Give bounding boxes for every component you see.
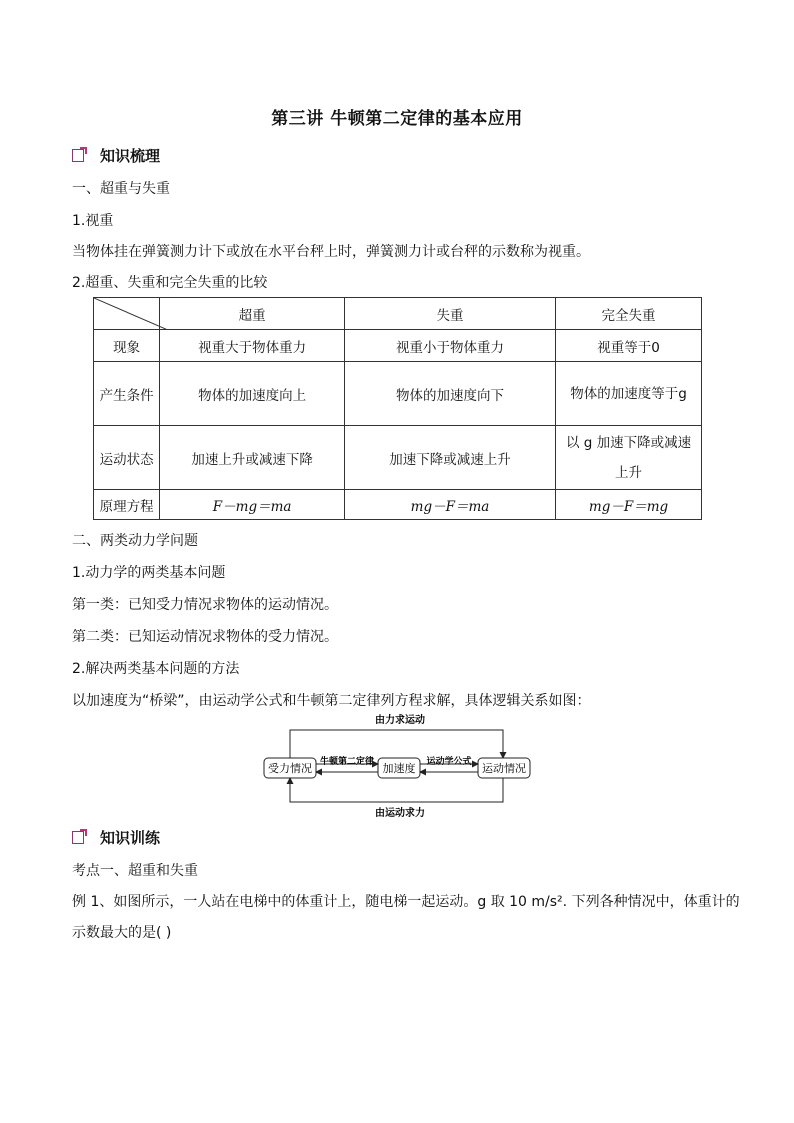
example-1-line-2: 示数最大的是( ) [72,925,172,941]
subheading-comparison: 2.超重、失重和完全失重的比较 [72,275,268,291]
table-row [94,490,702,520]
top-loop-arrow [290,730,503,758]
table-row [94,426,702,490]
bottom-loop-label: 由运动求力 [375,808,425,819]
table-cell: 加速下降或减速上升 [344,426,555,490]
kinematics-label: 运动学公式 [426,757,472,767]
table-header-cell: 超重 [160,298,345,330]
bookmark-icon [72,831,84,844]
table-corner-cell [94,298,160,330]
top-loop-label: 由力求运动 [375,715,425,726]
bottom-loop-arrow [290,778,503,802]
paragraph-second-type: 第二类：已知运动情况求物体的受力情况。 [72,629,338,645]
table-cell-equation: F－mg＝ma [160,490,345,520]
bookmark-icon [72,149,84,162]
example-1-line-1: 例 1、如图所示，一人站在电梯中的体重计上，随电梯一起运动。g 取 10 m/s². 下列各种情况中，体重计的 [72,894,740,910]
table-cell: 物体的加速度向下 [344,362,555,426]
paragraph-apparent-weight: 当物体挂在弹簧测力计下或放在水平台秤上时，弹簧测力计或台秤的示数称为视重。 [72,244,590,260]
paragraph-method: 以加速度为“桥梁”，由运动学公式和牛顿第二定律列方程求解，具体逻辑关系如图： [72,693,591,709]
table-row-label: 运动状态 [94,426,160,490]
table-cell-equation: mg－F＝ma [344,490,555,520]
diagonal-line [94,298,168,330]
heading-overweight: 一、超重与失重 [72,181,170,197]
table-cell: 以 g 加速下降或减速上升 [556,426,702,490]
page-title: 第三讲 牛顿第二定律的基本应用 [271,109,523,129]
paragraph-first-type: 第一类：已知受力情况求物体的运动情况。 [72,597,338,613]
table-header-cell: 失重 [344,298,555,330]
comparison-table [93,297,702,520]
table-row [94,330,702,362]
newton-law-label: 牛顿第二定律 [319,757,375,767]
section-heading-training [72,827,160,848]
subheading-apparent-weight: 1.视重 [72,213,114,229]
box-acceleration-label: 加速度 [382,762,416,775]
subheading-method: 2.解决两类基本问题的方法 [72,661,240,677]
table-row-label: 原理方程 [94,490,160,520]
table-cell: 物体的加速度等于g [556,362,702,426]
table-cell: 视重大于物体重力 [160,330,345,362]
table-header-row [94,298,702,330]
table-cell: 物体的加速度向上 [160,362,345,426]
table-row [94,362,702,426]
table-cell: 视重小于物体重力 [344,330,555,362]
subheading-two-problems: 1.动力学的两类基本问题 [72,565,226,581]
table-header-cell: 完全失重 [556,298,702,330]
table-cell-equation: mg－F＝mg [556,490,702,520]
section-heading-knowledge [72,145,160,166]
table-row-label: 产生条件 [94,362,160,426]
table-row-label: 现象 [94,330,160,362]
heading-dynamics: 二、两类动力学问题 [72,533,198,549]
table-cell: 视重等于0 [556,330,702,362]
section-heading-label: 知识训练 [100,829,161,847]
box-force-label: 受力情况 [268,762,312,775]
table-cell: 加速上升或减速下降 [160,426,345,490]
section-heading-label: 知识梳理 [100,147,161,165]
logic-diagram [250,710,550,822]
box-motion-label: 运动情况 [482,762,526,775]
heading-exam-point: 考点一、超重和失重 [72,863,198,879]
